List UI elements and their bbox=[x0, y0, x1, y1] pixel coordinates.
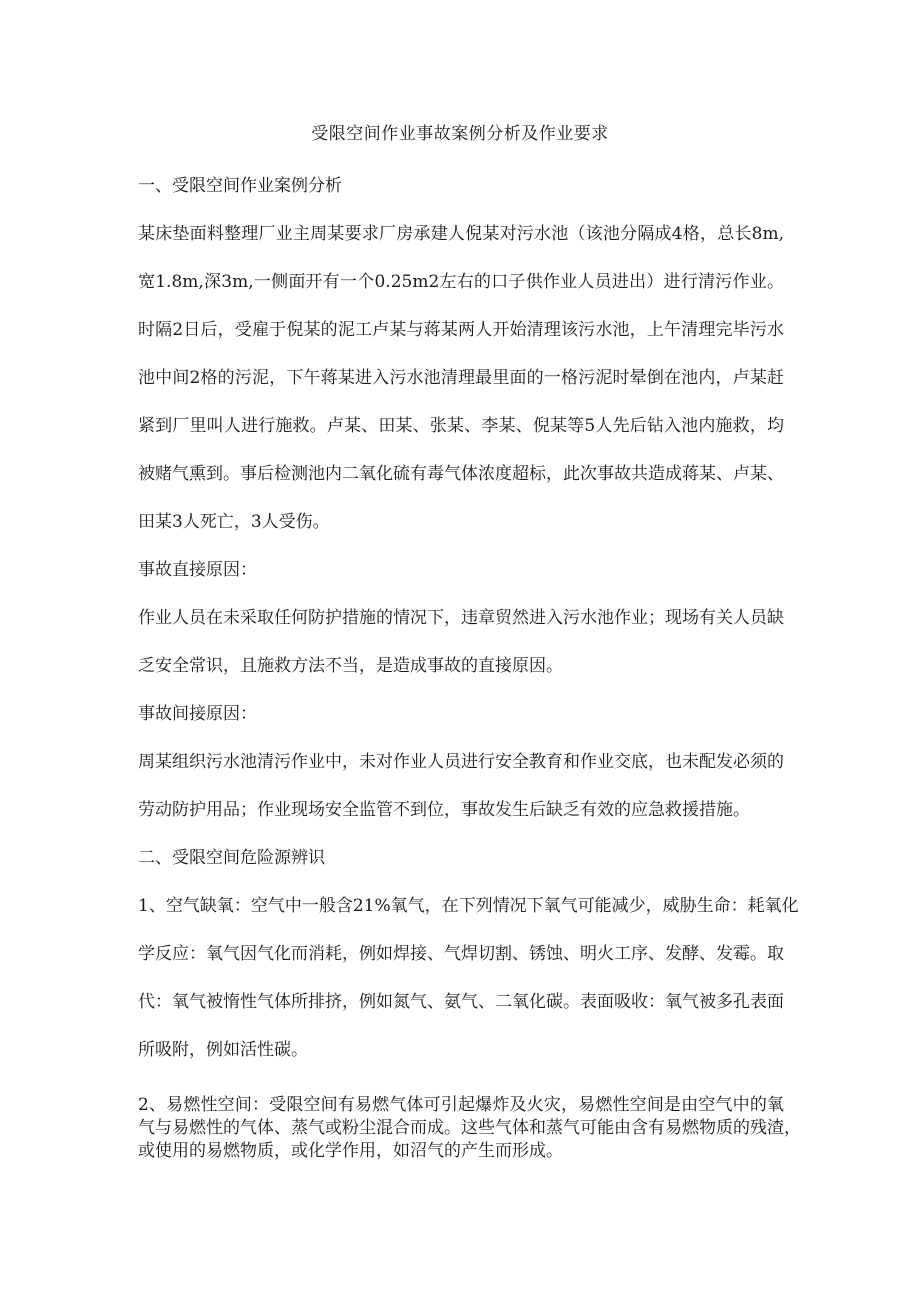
hazard-item-2-line: 2、易燃性空间：受限空间有易燃气体可引起爆炸及火灾，易燃性空间是由空气中的氧 bbox=[138, 1095, 784, 1115]
indirect-cause-line: 周某组织污水池清污作业中，未对作业人员进行安全教育和作业交底，也未配发必须的 bbox=[138, 752, 784, 772]
indirect-cause-line: 劳动防护用品；作业现场安全监管不到位，事故发生后缺乏有效的应急救援措施。 bbox=[138, 800, 750, 820]
indirect-cause-label: 事故间接原因： bbox=[138, 704, 257, 724]
case-paragraph-line: 宽1.8m,深3m,一侧面开有一个0.25m2左右的口子供作业人员进出）进行清污作业。 bbox=[138, 272, 784, 292]
case-paragraph-line: 时隔2日后，受雇于倪某的泥工卢某与蒋某两人开始清理该污水池，上午清理完毕污水 bbox=[138, 320, 784, 340]
case-paragraph-line: 田某3人死亡，3人受伤。 bbox=[138, 512, 330, 532]
hazard-item-1-line: 1、空气缺氧：空气中一般含21%氧气，在下列情况下氧气可能减少，威胁生命：耗氧化 bbox=[138, 896, 799, 916]
direct-cause-line: 作业人员在未采取任何防护措施的情况下，违章贸然进入污水池作业；现场有关人员缺 bbox=[138, 608, 784, 628]
document-title: 受限空间作业事故案例分析及作业要求 bbox=[311, 124, 609, 144]
hazard-item-1-line: 所吸附，例如活性碳。 bbox=[138, 1040, 308, 1060]
direct-cause-label: 事故直接原因： bbox=[138, 560, 257, 580]
case-paragraph-line: 被赌气熏到。事后检测池内二氧化硫有毒气体浓度超标，此次事故共造成蒋某、卢某、 bbox=[138, 464, 784, 484]
hazard-item-2-line: 或使用的易燃物质，或化学作用，如沼气的产生而形成。 bbox=[138, 1141, 563, 1161]
hazard-item-1-line: 学反应：氧气因气化而消耗，例如焊接、气焊切割、锈蚀、明火工序、发酵、发霉。取 bbox=[138, 944, 784, 964]
case-paragraph-line: 某床垫面料整理厂业主周某要求厂房承建人倪某对污水池（该池分隔成4格，总长8m, bbox=[138, 224, 784, 244]
case-paragraph-line: 池中间2格的污泥，下午蒋某进入污水池清理最里面的一格污泥时晕倒在池内，卢某赶 bbox=[138, 368, 784, 388]
case-paragraph-line: 紧到厂里叫人进行施救。卢某、田某、张某、李某、倪某等5人先后钻入池内施救，均 bbox=[138, 416, 784, 436]
section-heading-hazard-identification: 二、受限空间危险源辨识 bbox=[138, 848, 325, 868]
section-heading-case-analysis: 一、受限空间作业案例分析 bbox=[138, 176, 342, 196]
hazard-item-1-line: 代：氧气被惰性气体所排挤，例如氮气、氨气、二氧化碳。表面吸收：氧气被多孔表面 bbox=[138, 992, 784, 1012]
hazard-item-2-line: 气与易燃性的气体、蒸气或粉尘混合而成。这些气体和蒸气可能由含有易燃物质的残渣， bbox=[138, 1118, 801, 1138]
direct-cause-line: 乏安全常识，且施救方法不当，是造成事故的直接原因。 bbox=[138, 656, 563, 676]
